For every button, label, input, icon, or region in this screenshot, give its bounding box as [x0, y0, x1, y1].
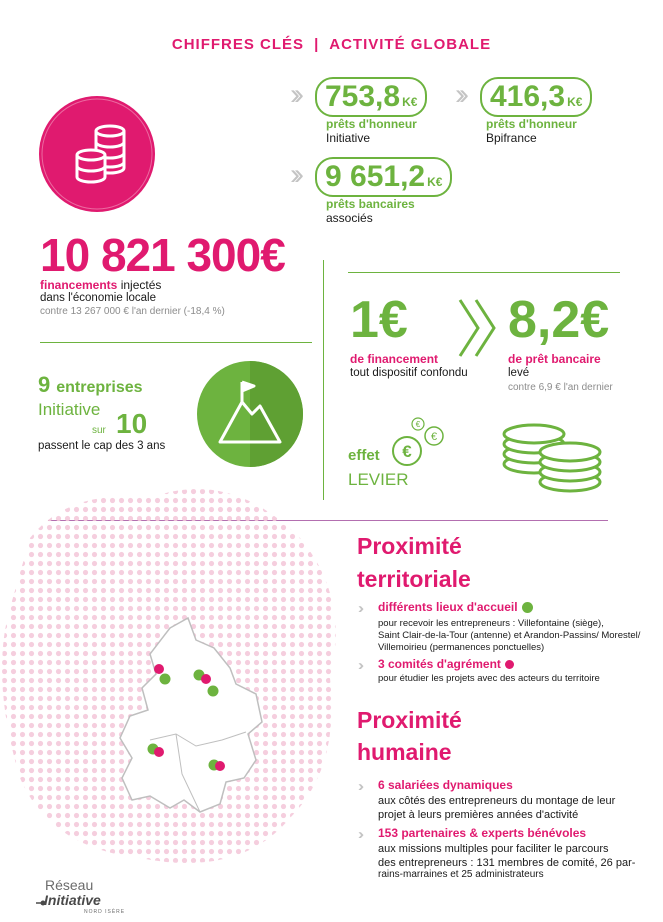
- survival-word: entreprises: [56, 379, 143, 396]
- leverage-left-sub: tout dispositif confondu: [350, 367, 468, 379]
- total-label: [40, 278, 161, 292]
- total-line2: dans l'économie locale: [40, 292, 156, 304]
- territorial-item-title-text: 3 comités d'agrément: [378, 657, 501, 671]
- chevron-right-icon: ››: [290, 78, 298, 111]
- territory-map: [0, 478, 350, 878]
- map-marker-pink: [201, 674, 211, 684]
- survival-brand: Initiative: [38, 400, 101, 419]
- divider: [348, 272, 620, 273]
- territorial-item-title-text: différents lieux d'accueil: [378, 600, 518, 614]
- territorial-item-title: [378, 657, 514, 671]
- map-marker-green: [160, 674, 171, 685]
- leverage-right-sub: levé: [508, 367, 530, 379]
- survival-text: passent le cap des 3 ans: [38, 440, 166, 452]
- human-item-text-3: rains-marraines et 25 administrateurs: [378, 869, 544, 880]
- svg-text:€: €: [402, 442, 412, 461]
- human-title-1: Proximité: [357, 707, 462, 733]
- territorial-item-text-1: pour étudier les projets avec des acteurs du territoire: [378, 673, 600, 684]
- stat-unit: K€: [402, 95, 418, 109]
- logo-reseau: Réseau: [45, 877, 94, 893]
- leverage-right-value: 8,2€: [508, 291, 610, 349]
- stat-label: prêts bancaires: [326, 197, 415, 211]
- leverage-left-label: de financement: [350, 352, 439, 366]
- human-item-title: 153 partenaires & experts bénévoles: [378, 826, 587, 840]
- coin-stack-icon: [498, 412, 608, 496]
- coins-icon: [38, 95, 156, 213]
- map-marker-pink: [215, 761, 225, 771]
- header-right: ACTIVITÉ GLOBALE: [329, 36, 492, 53]
- total-financing-value: 10 821 300€: [40, 229, 285, 281]
- human-item-text-2: projet à leurs premières années d'activité: [378, 809, 579, 821]
- human-title-2: humaine: [357, 739, 452, 765]
- divider-vertical: [323, 260, 324, 500]
- stat-pill-honor-initiative: [315, 77, 427, 117]
- logo-nord-isere: NORD ISÈRE: [84, 909, 126, 915]
- territorial-item-title: [378, 600, 533, 614]
- stat-label: prêts d'honneur: [326, 117, 417, 131]
- green-dot-icon: [522, 602, 533, 613]
- levier-label: LEVIER: [348, 470, 409, 489]
- territorial-item-text-1: pour recevoir les entrepreneurs : Villefontaine (siège),: [378, 618, 604, 629]
- territorial-item-text-2: Saint Clair-de-la-Tour (antenne) et Arandon-Passins/ Morestel/: [378, 630, 641, 641]
- map-marker-pink: [154, 664, 164, 674]
- territorial-item-text-3: Villemoirieu (permanences ponctuelles): [378, 642, 545, 653]
- total-label-bold: financements: [40, 278, 118, 292]
- page-header: [0, 36, 663, 53]
- leverage-right-label: de prêt bancaire: [508, 352, 601, 366]
- stat-pill-honor-bpifrance: [480, 77, 592, 117]
- euro-coins-icon: [388, 416, 452, 472]
- mountain-flag-icon: [196, 360, 304, 468]
- stat-value: 753,8: [325, 80, 401, 113]
- total-label-rest: injectés: [117, 278, 162, 292]
- survival-sur: sur: [92, 425, 106, 436]
- chevron-right-icon: ››: [358, 778, 360, 795]
- chevron-right-icon: ››: [358, 600, 360, 617]
- stat-sub: Initiative: [326, 131, 371, 145]
- chevron-right-icon: ››: [290, 158, 298, 191]
- stat-sub: associés: [326, 211, 373, 225]
- double-chevron-icon: [456, 296, 502, 360]
- survival-total: 10: [116, 408, 148, 439]
- divider: [40, 342, 312, 343]
- stat-unit: K€: [427, 175, 443, 189]
- chevron-right-icon: ››: [455, 78, 463, 111]
- svg-text:€: €: [415, 420, 421, 429]
- survival-count: 9: [38, 372, 51, 397]
- human-item-text-1: aux côtés des entrepreneurs du montage de leur: [378, 795, 616, 807]
- human-item-text-1: aux missions multiples pour faciliter le parcours: [378, 843, 609, 855]
- stat-pill-bank-loans: [315, 157, 452, 197]
- pink-dot-icon: [505, 660, 514, 669]
- chevron-right-icon: ››: [358, 657, 360, 674]
- header-separator: |: [314, 36, 320, 53]
- territorial-title-2: territoriale: [357, 566, 471, 592]
- survival-count-line: [38, 372, 143, 398]
- stat-value: 416,3: [490, 80, 566, 113]
- stat-label: prêts d'honneur: [486, 117, 577, 131]
- territorial-title-1: Proximité: [357, 533, 462, 559]
- header-left: CHIFFRES CLÉS: [171, 36, 305, 53]
- total-compare: contre 13 267 000 € l'an dernier (-18,4 %): [40, 306, 225, 317]
- stat-sub: Bpifrance: [486, 131, 537, 145]
- map-marker-pink: [154, 747, 164, 757]
- stat-unit: K€: [567, 95, 583, 109]
- leverage-right-compare: contre 6,9 € l'an dernier: [508, 382, 613, 393]
- map-marker-green: [208, 686, 219, 697]
- logo-initiative: Initiative: [44, 892, 101, 908]
- chevron-right-icon: ››: [358, 826, 360, 843]
- leverage-left-value: 1€: [350, 291, 408, 349]
- stat-value: 9 651,2: [325, 160, 426, 193]
- effet-label: effet: [348, 447, 380, 464]
- human-item-title: 6 salariées dynamiques: [378, 778, 513, 792]
- svg-text:€: €: [430, 431, 438, 443]
- human-item-text-2: des entrepreneurs : 131 membres de comité, 26 par-: [378, 857, 636, 869]
